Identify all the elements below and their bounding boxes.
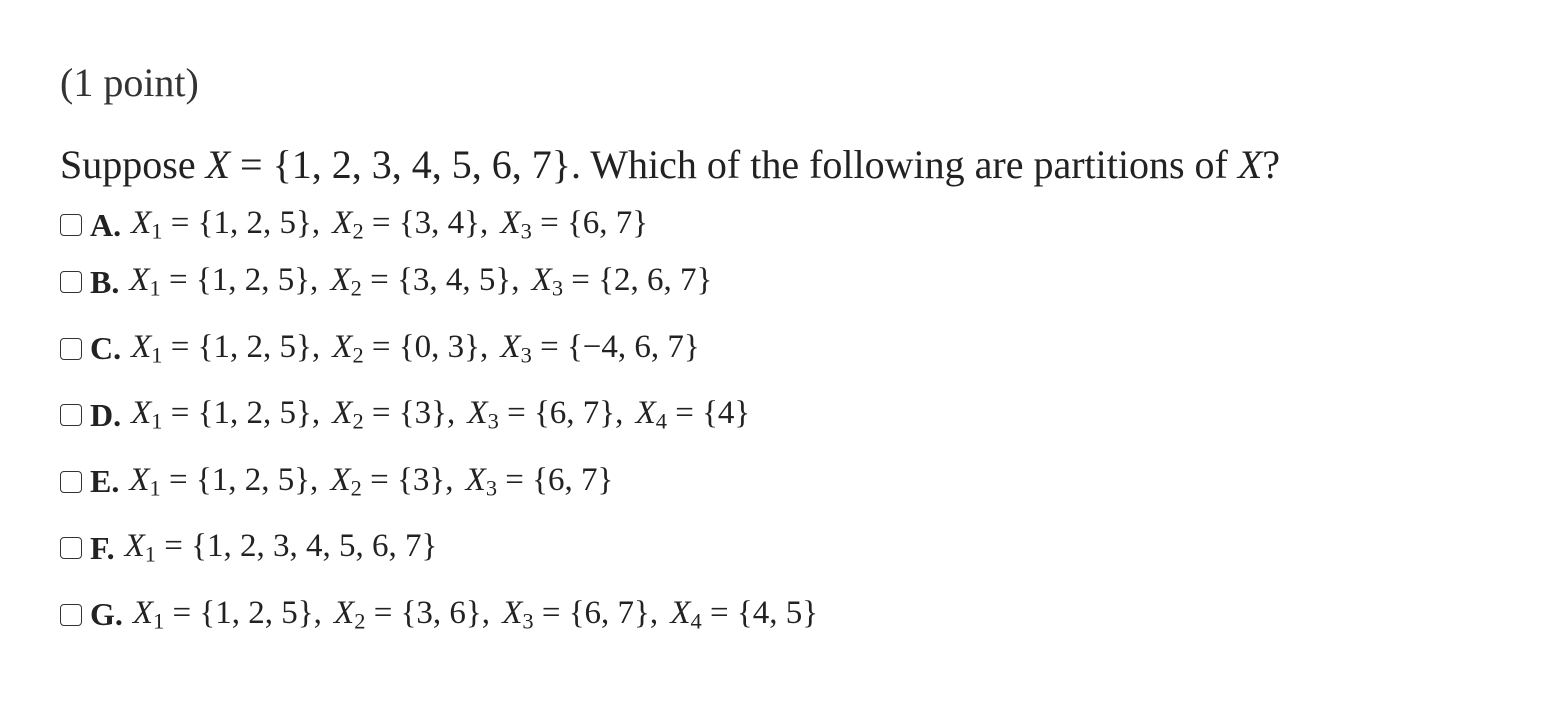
equals-sign: = (363, 395, 399, 432)
set-subscript: 1 (151, 409, 163, 435)
option-expression (131, 205, 648, 245)
set-value: {1, 2, 3, 4, 5, 6, 7} (191, 528, 438, 565)
equals-sign: = (160, 461, 196, 498)
answer-option (60, 449, 818, 516)
set-variable: $X_2$ (330, 461, 362, 501)
option-letter: F. (90, 529, 115, 566)
set-variable: $X_1$ (129, 461, 161, 501)
equals-sign: = (363, 205, 399, 242)
set-value: {6, 7} (568, 594, 650, 631)
equals-sign: = (162, 328, 198, 365)
set-subscript: 2 (354, 608, 366, 634)
option-expression (129, 462, 613, 502)
set-subscript: 3 (520, 218, 532, 244)
set-subscript: 4 (655, 409, 667, 435)
equals-sign: = (531, 205, 567, 242)
set-variable: $X_1$ (129, 262, 161, 302)
option-letter: E. (90, 463, 120, 500)
set-variable: $X_2$ (332, 205, 364, 244)
set-subscript: 3 (487, 409, 499, 435)
set-value: {1, 2, 5} (197, 328, 312, 365)
set-value: {6, 7} (533, 395, 616, 432)
set-variable: $X_1$ (131, 205, 163, 244)
set-value: {6, 7} (532, 461, 614, 498)
set-value: {1, 2, 5} (197, 395, 312, 432)
option-checkbox[interactable] (60, 604, 82, 626)
points-label: (1 point) (60, 60, 199, 105)
set-variable: $X_1$ (131, 328, 163, 368)
answer-option (60, 515, 818, 582)
set-subscript: 2 (350, 276, 362, 302)
set-subscript: 2 (350, 475, 362, 501)
set-value: {3, 6} (400, 594, 482, 631)
set-separator: , (313, 594, 331, 631)
option-expression (125, 528, 438, 568)
set-subscript: 3 (551, 276, 564, 302)
set-separator: , (446, 395, 464, 432)
set-variable: $X_3$ (531, 262, 564, 302)
set-value: {2, 6, 7} (598, 262, 713, 299)
equals-sign: = (666, 395, 703, 432)
set-subscript: 3 (522, 608, 534, 634)
set-subscript: 2 (352, 409, 364, 435)
set-separator: , (615, 395, 632, 432)
set-variable: $X_1$ (131, 395, 163, 435)
equals-sign: = (533, 594, 569, 631)
set-value: {0, 3} (398, 328, 480, 365)
option-checkbox[interactable] (60, 404, 82, 426)
equals-sign: = (164, 594, 200, 631)
option-checkbox[interactable] (60, 471, 82, 493)
set-variable: $X_3$ (500, 205, 532, 244)
option-checkbox[interactable] (60, 214, 82, 236)
question-suffix: ? (1262, 142, 1281, 187)
option-expression (131, 329, 700, 369)
set-value: {4, 5} (736, 594, 819, 631)
set-variable: $X_2$ (334, 594, 366, 634)
answer-option (60, 201, 818, 249)
set-separator: , (311, 395, 329, 432)
equals-sign: = (563, 262, 599, 299)
question-text (60, 140, 1280, 190)
set-separator: , (445, 461, 462, 498)
equals-sign: = (162, 395, 198, 432)
set-value: {3, 4, 5} (397, 262, 512, 299)
answer-options (60, 201, 818, 648)
question-variable-2: X (1237, 142, 1263, 187)
set-subscript: 4 (690, 608, 702, 634)
equals-sign: = (156, 528, 192, 565)
set-subscript: 1 (153, 608, 165, 634)
set-variable: $X_2$ (330, 262, 362, 302)
set-subscript: 2 (352, 218, 364, 244)
set-value: {3} (398, 395, 447, 432)
set-variable: $X_1$ (132, 594, 165, 634)
equals-sign: = (361, 461, 398, 498)
equals-sign: = (498, 395, 534, 432)
set-variable: $X_2$ (332, 328, 364, 368)
set-variable: $X_4$ (635, 395, 667, 435)
question-variable: X (205, 142, 231, 187)
question-prefix: Suppose (60, 142, 206, 187)
set-subscript: 1 (149, 475, 161, 501)
set-subscript: 3 (485, 475, 498, 501)
set-separator: , (310, 461, 327, 498)
equals-sign: = (162, 205, 198, 242)
set-separator: , (310, 262, 327, 299)
option-expression (133, 595, 818, 635)
set-separator: , (481, 594, 499, 631)
question-equals: = (230, 142, 273, 187)
answer-option (60, 316, 818, 383)
set-variable: $X_4$ (670, 594, 702, 634)
option-checkbox[interactable] (60, 338, 82, 360)
equals-sign: = (361, 262, 398, 299)
set-subscript: 1 (151, 342, 163, 368)
option-letter: C. (90, 330, 122, 367)
option-letter: A. (90, 206, 122, 243)
question-set: {1, 2, 3, 4, 5, 6, 7} (272, 142, 571, 187)
set-value: {1, 2, 5} (197, 205, 312, 242)
set-value: {4} (702, 395, 751, 432)
equals-sign: = (531, 328, 567, 365)
set-subscript: 1 (144, 542, 156, 568)
answer-option (60, 249, 818, 316)
set-separator: , (479, 328, 497, 365)
set-value: {3, 4} (398, 205, 480, 242)
set-value: {1, 2, 5} (195, 461, 311, 498)
set-variable: $X_1$ (124, 528, 156, 568)
option-checkbox[interactable] (60, 537, 82, 559)
equals-sign: = (160, 262, 196, 299)
option-letter: B. (90, 263, 120, 300)
question-middle: . Which of the following are partitions of (570, 142, 1238, 187)
set-variable: $X_3$ (502, 594, 534, 634)
answer-option (60, 582, 818, 649)
set-value: {1, 2, 5} (195, 262, 311, 299)
set-separator: , (479, 205, 497, 242)
set-variable: $X_3$ (467, 395, 499, 435)
option-letter: D. (90, 396, 122, 433)
equals-sign: = (365, 594, 401, 631)
set-variable: $X_2$ (332, 395, 364, 435)
set-separator: , (511, 262, 528, 299)
set-separator: , (311, 328, 329, 365)
equals-sign: = (497, 461, 533, 498)
option-expression (131, 395, 750, 435)
set-subscript: 2 (352, 342, 364, 368)
option-checkbox[interactable] (60, 271, 82, 293)
set-separator: , (649, 594, 667, 631)
option-expression (129, 262, 712, 302)
equals-sign: = (701, 594, 737, 631)
set-value: {3} (397, 461, 446, 498)
answer-option (60, 382, 818, 449)
set-subscript: 1 (149, 276, 161, 302)
set-subscript: 1 (151, 218, 163, 244)
set-variable: $X_3$ (465, 461, 498, 501)
set-value: {−4, 6, 7} (566, 328, 700, 365)
option-letter: G. (90, 596, 123, 633)
set-variable: $X_3$ (500, 328, 532, 368)
equals-sign: = (363, 328, 399, 365)
set-value: {1, 2, 5} (199, 594, 314, 631)
set-value: {6, 7} (566, 205, 649, 242)
set-separator: , (311, 205, 329, 242)
set-subscript: 3 (520, 342, 532, 368)
